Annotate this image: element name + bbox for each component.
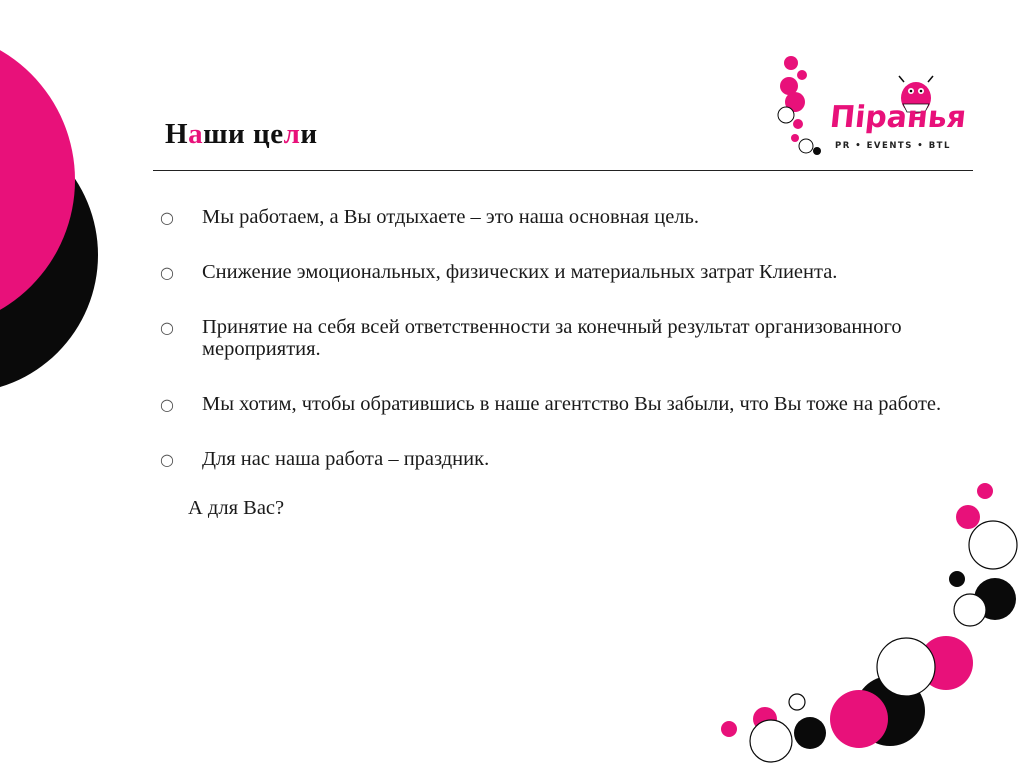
list-item [160,316,960,360]
logo-bubble [813,147,821,155]
bullet-circle-icon: ○ [160,208,174,227]
bubble [954,594,986,626]
list-item-text: Принятие на себя всей ответственности за конечный результат организованного мероприятия. [202,316,902,360]
bullet-circle-icon: ○ [160,450,174,469]
bubble [721,721,737,737]
logo-bubble [791,134,799,142]
bubble [956,505,980,529]
logo-bubble [797,70,807,80]
title-text-part: и [300,118,318,150]
bubble [830,690,888,748]
bubble [789,694,805,710]
list-item [160,393,960,415]
slide-title [165,118,318,151]
title-accent-letter: л [283,118,301,150]
closing-question: А для Вас? [188,497,285,519]
logo-bubble [793,119,803,129]
bullet-circle-icon: ○ [160,263,174,282]
list-item [160,261,960,283]
list-item-text: Мы хотим, чтобы обратившись в наше агентство Вы забыли, что Вы тоже на работе. [202,393,942,415]
title-accent-letter: а [188,118,204,150]
logo-bubble [778,107,794,123]
logo-bubble [784,56,798,70]
bubble [750,720,792,762]
bubble [794,717,826,749]
list-item-text: Для нас наша работа – праздник. [202,448,490,470]
bubble [977,483,993,499]
bubble [969,521,1017,569]
title-divider [153,170,973,171]
goals-list [160,206,960,470]
title-text-part: ши це [203,118,284,150]
bullet-circle-icon: ○ [160,318,174,337]
logo-bubble [799,139,813,153]
title-text-part: Н [165,118,189,150]
list-item [160,448,960,470]
logo-tagline: PR • EVENTS • BTL [835,141,951,151]
list-item [160,206,960,228]
list-item-text: Снижение эмоциональных, физических и материальных затрат Клиента. [202,261,838,283]
bubble [877,638,935,696]
list-item-text: Мы работаем, а Вы отдыхаете – это наша основная цель. [202,206,700,228]
logo-wordmark: Піранья [828,100,968,135]
bullet-circle-icon: ○ [160,395,174,414]
bubble [949,571,965,587]
